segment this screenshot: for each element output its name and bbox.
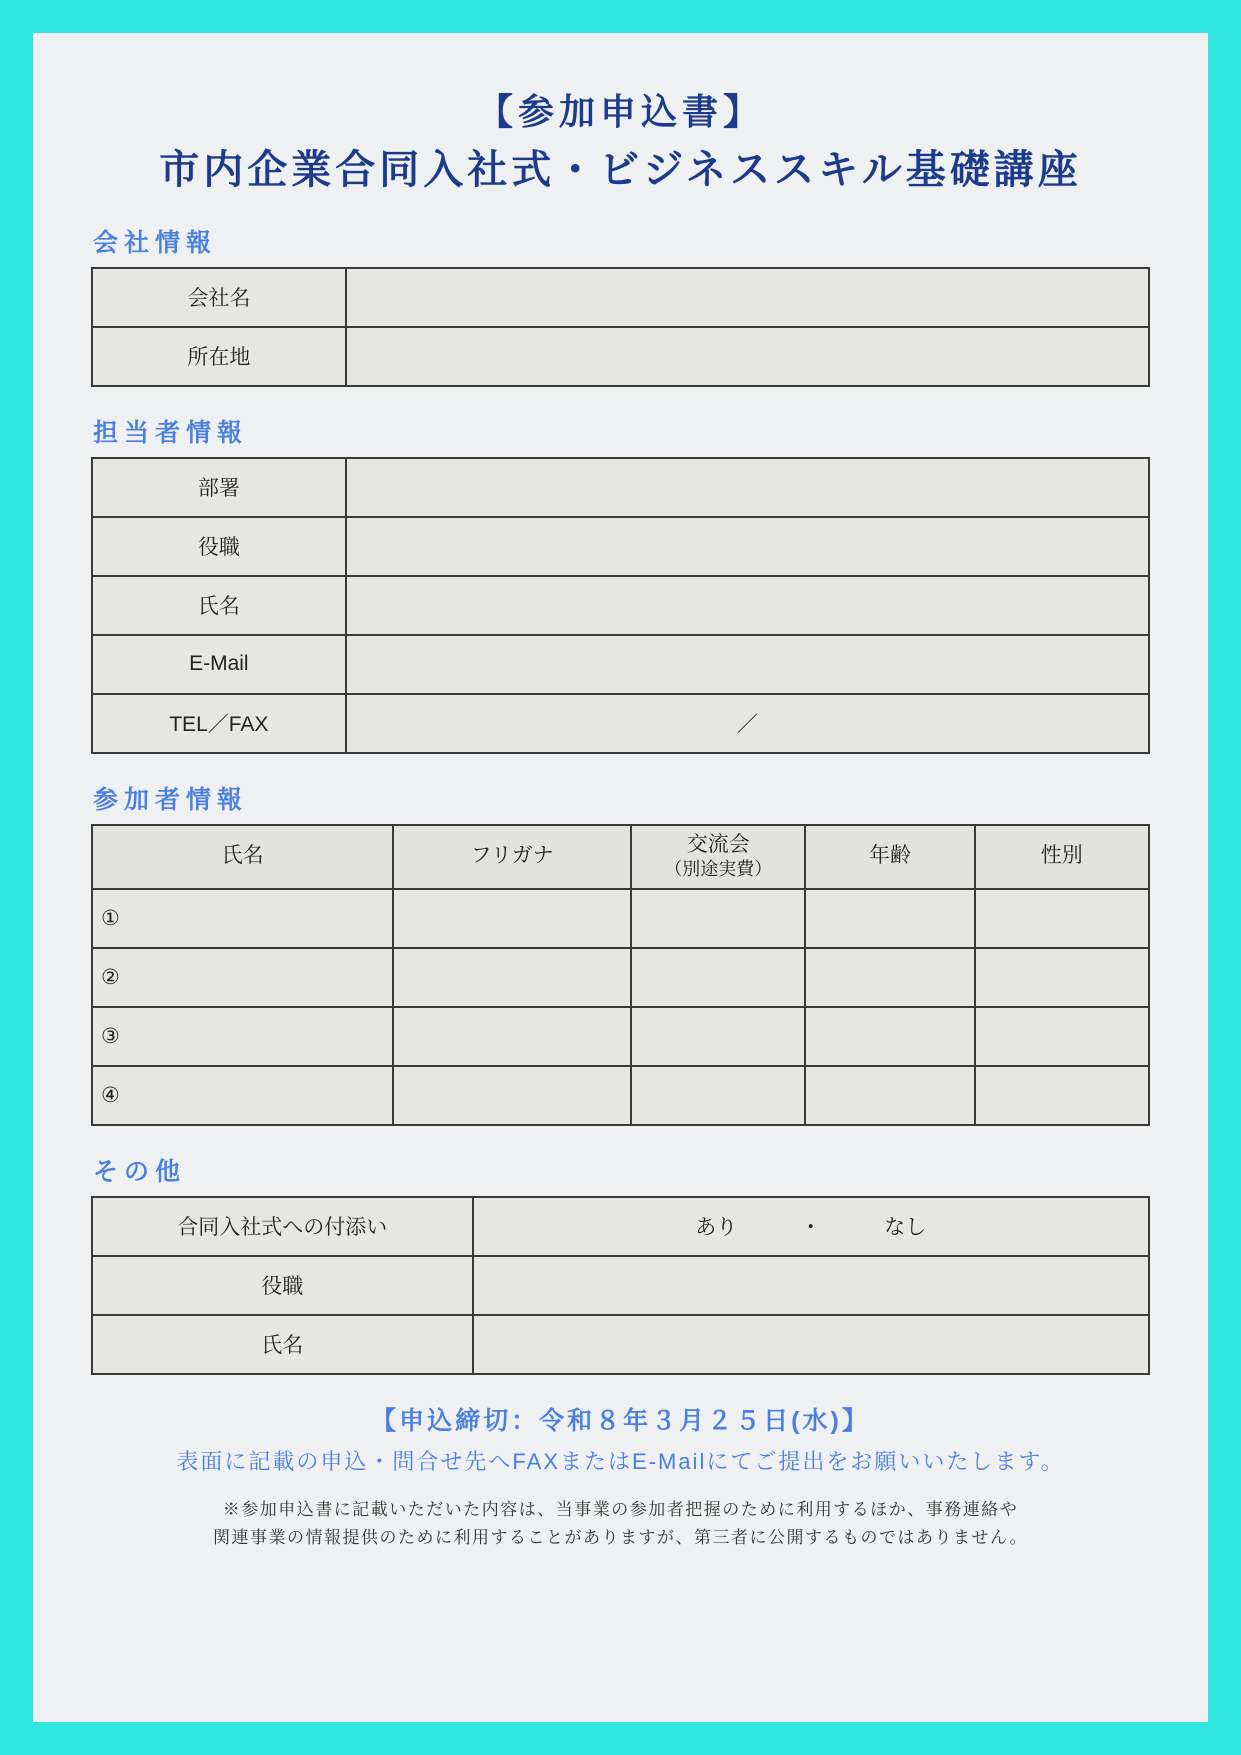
table-row [92,1256,1149,1315]
participant-3-furigana[interactable] [393,1007,631,1066]
row-label-department: 部署 [92,458,346,517]
row-value-tel-fax[interactable]: ／ [346,694,1149,753]
table-row [92,1197,1149,1256]
deadline-notice: 【申込締切：令和８年３月２５日(水)】 [371,1406,870,1435]
participants-table [91,824,1150,1126]
participant-2-age[interactable] [805,948,974,1007]
participant-4-name[interactable]: ④ [92,1066,393,1125]
row-value-attendance-escort[interactable]: あり ・ なし [473,1197,1149,1256]
column-header-party [631,825,805,889]
participant-1-name[interactable]: ① [92,889,393,948]
participant-4-furigana[interactable] [393,1066,631,1125]
participant-1-furigana[interactable] [393,889,631,948]
other-info-table [91,1196,1150,1375]
table-row [92,458,1149,517]
table-row [92,889,1149,948]
section-heading-contact: 担当者情報 [93,418,249,447]
title-line-2: 市内企業合同入社式・ビジネススキル基礎講座 [159,147,1082,192]
table-row [92,694,1149,753]
row-label-attendance-escort: 合同入社式への付添い [92,1197,473,1256]
row-label-escort-name: 氏名 [92,1315,473,1374]
page-title [91,88,1150,197]
row-value-escort-name[interactable] [473,1315,1149,1374]
table-row [92,635,1149,694]
row-value-department[interactable] [346,458,1149,517]
participant-4-age[interactable] [805,1066,974,1125]
company-info-table [91,267,1150,387]
row-label-name: 氏名 [92,576,346,635]
table-row [92,327,1149,386]
row-label-email: E-Mail [92,635,346,694]
row-value-position[interactable] [346,517,1149,576]
participant-4-party[interactable] [631,1066,805,1125]
participant-2-gender[interactable] [975,948,1149,1007]
title-line-1: 【参加申込書】 [476,91,764,132]
row-label-company-name: 会社名 [92,268,346,327]
participant-3-age[interactable] [805,1007,974,1066]
participant-3-name[interactable]: ③ [92,1007,393,1066]
table-row [92,1007,1149,1066]
participant-4-gender[interactable] [975,1066,1149,1125]
section-heading-other: その他 [93,1157,187,1186]
contact-info-table [91,457,1150,754]
table-row [92,948,1149,1007]
submission-notice: 表面に記載の申込・問合せ先へFAXまたはE-Mailにてご提出をお願いいたします。 [176,1448,1065,1474]
privacy-line-1: ※参加申込書に記載いただいた内容は、当事業の参加者把握のために利用するほか、事務連絡や [222,1499,1019,1519]
column-header-age: 年齢 [805,825,974,889]
participant-2-furigana[interactable] [393,948,631,1007]
row-value-company-address[interactable] [346,327,1149,386]
participant-1-gender[interactable] [975,889,1149,948]
participant-2-party[interactable] [631,948,805,1007]
row-value-name[interactable] [346,576,1149,635]
table-row [92,576,1149,635]
row-label-escort-position: 役職 [92,1256,473,1315]
participant-3-gender[interactable] [975,1007,1149,1066]
column-header-name: 氏名 [92,825,393,889]
section-heading-company: 会社情報 [93,228,218,257]
table-header-row [92,825,1149,889]
table-row [92,268,1149,327]
participant-2-name[interactable]: ② [92,948,393,1007]
row-label-tel-fax: TEL／FAX [92,694,346,753]
application-form-page [33,33,1208,1722]
privacy-notice [91,1496,1150,1554]
column-header-furigana: フリガナ [393,825,631,889]
section-heading-participants: 参加者情報 [93,785,249,814]
column-header-gender: 性別 [975,825,1149,889]
privacy-line-2: 関連事業の情報提供のために利用することがありますが、第三者に公開するものではありません。 [212,1528,1029,1548]
table-row [92,517,1149,576]
participant-1-age[interactable] [805,889,974,948]
participant-1-party[interactable] [631,889,805,948]
table-row [92,1315,1149,1374]
row-value-company-name[interactable] [346,268,1149,327]
table-row [92,1066,1149,1125]
row-label-position: 役職 [92,517,346,576]
row-label-company-address: 所在地 [92,327,346,386]
column-header-party-sub: （別途実費） [664,859,773,880]
row-value-email[interactable] [346,635,1149,694]
row-value-escort-position[interactable] [473,1256,1149,1315]
column-header-party-main: 交流会 [686,833,750,857]
participant-3-party[interactable] [631,1007,805,1066]
